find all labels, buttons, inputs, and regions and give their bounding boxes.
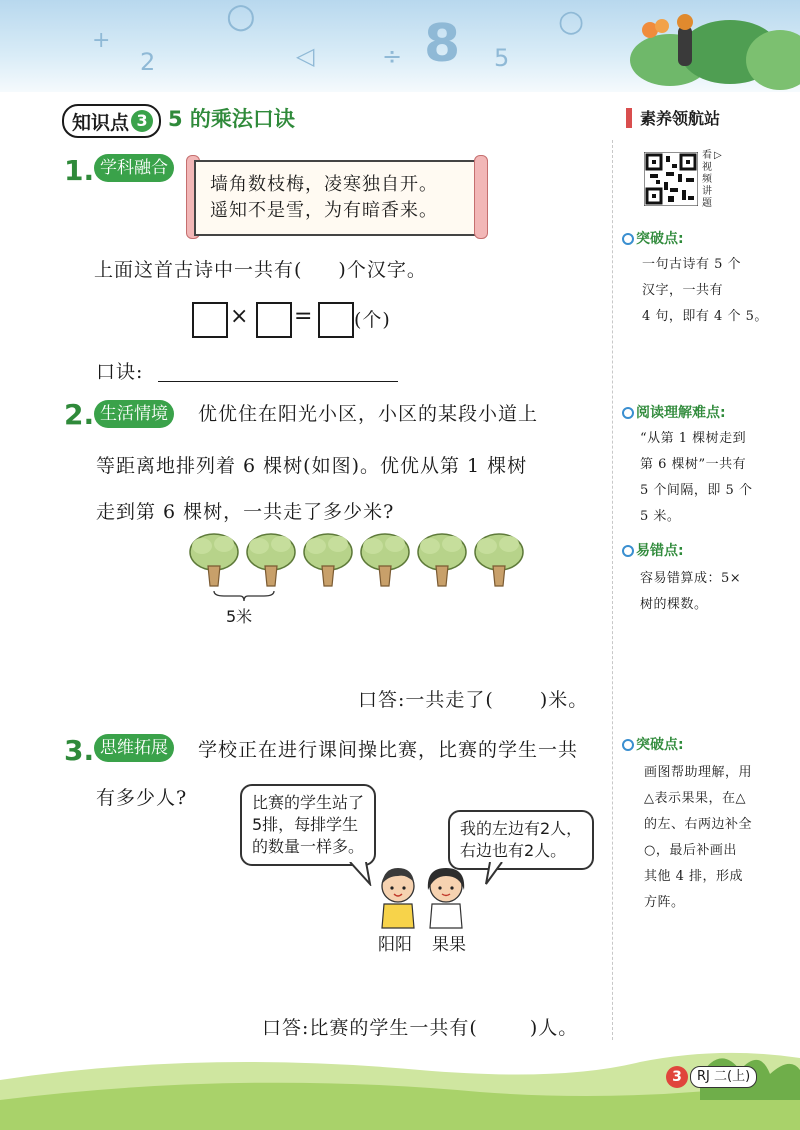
- formula-label: 口诀:: [96, 361, 144, 383]
- trees-illustration: [188, 530, 528, 594]
- note-label-text: 突破点:: [636, 737, 684, 753]
- times-sign: ×: [230, 304, 249, 329]
- question-2-answer: [358, 688, 588, 712]
- digit-decoration-icon: 2: [140, 48, 156, 76]
- note-line: 的左、右两边补全: [644, 817, 753, 832]
- question-2-tag: 生活情境: [94, 400, 174, 428]
- bubble-tail-icon: [348, 862, 378, 886]
- page-title: 5 的乘法口诀: [168, 107, 295, 131]
- question-1-tag: 学科融合: [94, 154, 174, 182]
- page-number: 3: [666, 1066, 688, 1088]
- question-2-line: 等距离地排列着 6 棵树(如图)。优优从第 1 棵树: [96, 455, 528, 477]
- answer-box[interactable]: [192, 302, 228, 338]
- question-3-line: 有多少人?: [96, 787, 188, 809]
- boy-icon: [382, 868, 414, 928]
- note-label: [622, 540, 684, 560]
- note-line: 5 米。: [640, 509, 681, 524]
- grade-label: RJ 二(上): [690, 1066, 757, 1088]
- question-3-line: 学校正在进行课间操比赛，比赛的学生一共: [198, 739, 579, 761]
- poem-text: [210, 172, 438, 224]
- poem-line: 遥知不是雪，为有暗香来。: [210, 200, 438, 221]
- note-body: [640, 566, 741, 618]
- note-line: 容易错算成：5×: [640, 571, 742, 586]
- speech-bubble-right: [448, 810, 594, 870]
- question-3-number: 3.: [64, 734, 95, 767]
- distance-brace-icon: [212, 590, 276, 602]
- sidebar-title: 素养领航站: [640, 109, 721, 128]
- note-label-text: 突破点:: [636, 231, 684, 247]
- unit-label: (个): [354, 309, 391, 331]
- tree-icon: [190, 534, 238, 586]
- answer-box[interactable]: [256, 302, 292, 338]
- bubble-line: 右边也有2人。: [460, 841, 567, 860]
- note-line: 5 个间隔，即 5 个: [640, 483, 753, 498]
- note-line: 一句古诗有 5 个: [642, 257, 742, 272]
- knowledge-number: 3: [131, 110, 153, 132]
- answer-box[interactable]: [318, 302, 354, 338]
- play-icon: ▷: [714, 150, 722, 161]
- qr-code-icon[interactable]: [644, 152, 698, 206]
- note-line: 第 6 棵树”一共有: [640, 457, 747, 472]
- sidebar-divider: [612, 140, 613, 1040]
- small-circle-decoration-icon: ○: [558, 4, 585, 39]
- question-2-line: 走到第 6 棵树，一共走了多少米?: [96, 501, 395, 523]
- girl-icon: [428, 868, 464, 928]
- tree-icon: [361, 534, 409, 586]
- bubble-line: 5排，每排学生: [252, 815, 359, 834]
- note-bullet-icon: [622, 739, 634, 751]
- bubble-line: 比赛的学生站了: [252, 793, 365, 812]
- note-line: 4 句，即有 4 个 5。: [642, 309, 768, 324]
- bubble-line: 我的左边有2人，: [460, 819, 583, 838]
- note-body: [642, 252, 768, 330]
- bubble-tail-icon: [480, 862, 510, 886]
- question-3-answer: [262, 1016, 578, 1040]
- note-body: [644, 760, 752, 916]
- poem-line: 墙角数枝梅，凌寒独自开。: [210, 174, 438, 195]
- qr-caption-char: 看: [702, 150, 712, 161]
- question-1-number: 1.: [64, 154, 95, 187]
- name-yangyang: 阳阳: [378, 935, 412, 955]
- triangle-decoration-icon: ◁: [296, 42, 315, 70]
- note-line: 树的棵数。: [640, 597, 708, 612]
- qr-caption-char: 频: [702, 174, 712, 185]
- tree-icon: [247, 534, 295, 586]
- note-label: [622, 734, 684, 754]
- eight-decoration-icon: 8: [424, 14, 461, 74]
- question-2-answer-pre: 口答:一共走了(: [358, 689, 494, 711]
- question-3-answer-pre: 口答:比赛的学生一共有(: [262, 1017, 478, 1039]
- note-line: ○，最后补画出: [644, 843, 737, 858]
- question-3-tag: 思维拓展: [94, 734, 174, 762]
- question-1-text: [94, 258, 427, 282]
- equals-sign: =: [294, 304, 313, 329]
- note-bullet-icon: [622, 545, 634, 557]
- bubble-line: 的数量一样多。: [252, 837, 365, 856]
- question-2-answer-post: )米。: [539, 689, 589, 711]
- knowledge-point-badge: [62, 104, 161, 138]
- note-line: “从第 1 棵树走到: [640, 431, 747, 446]
- distance-label: 5米: [226, 607, 253, 626]
- note-line: 画图帮助理解，用: [644, 765, 753, 780]
- note-bullet-icon: [622, 233, 634, 245]
- qr-caption-char: 题: [702, 198, 712, 209]
- note-label: [622, 402, 726, 422]
- poem-scroll: [194, 160, 480, 236]
- note-body: [640, 426, 752, 530]
- divide-decoration-icon: ÷: [382, 42, 403, 70]
- speech-bubble-left: [240, 784, 376, 866]
- name-guoguo: 果果: [432, 935, 466, 955]
- note-label-text: 易错点:: [636, 543, 684, 559]
- question-2-line: 优优住在阳光小区，小区的某段小道上: [198, 403, 539, 425]
- question-2-number: 2.: [64, 398, 95, 431]
- tree-icon: [304, 534, 352, 586]
- plant-decoration-icon: [610, 0, 800, 92]
- tree-icon: [418, 534, 466, 586]
- note-label-text: 阅读理解难点:: [636, 405, 726, 421]
- note-line: 方阵。: [644, 895, 685, 910]
- five-decoration-icon: 5: [494, 44, 510, 72]
- plus-decoration-icon: +: [92, 28, 111, 53]
- question-1-text-post: )个汉字。: [338, 259, 427, 281]
- formula-answer-line[interactable]: [158, 381, 398, 382]
- knowledge-label: 知识点: [72, 111, 130, 134]
- qr-caption-char: 视: [702, 162, 712, 173]
- question-3-answer-post: )人。: [529, 1017, 579, 1039]
- tree-icon: [475, 534, 523, 586]
- note-line: 汉字，一共有: [642, 283, 724, 298]
- circle-decoration-icon: ○: [226, 0, 256, 36]
- note-line: 其他 4 排，形成: [644, 869, 744, 884]
- question-1-text-pre: 上面这首古诗中一共有(: [94, 259, 303, 281]
- note-bullet-icon: [622, 407, 634, 419]
- qr-caption-char: 讲: [702, 186, 712, 197]
- children-illustration: [376, 864, 472, 930]
- note-line: △表示果果，在△: [644, 791, 746, 806]
- note-label: [622, 228, 684, 248]
- scroll-right-roller: [474, 155, 488, 239]
- sidebar-title-marker: [626, 108, 632, 128]
